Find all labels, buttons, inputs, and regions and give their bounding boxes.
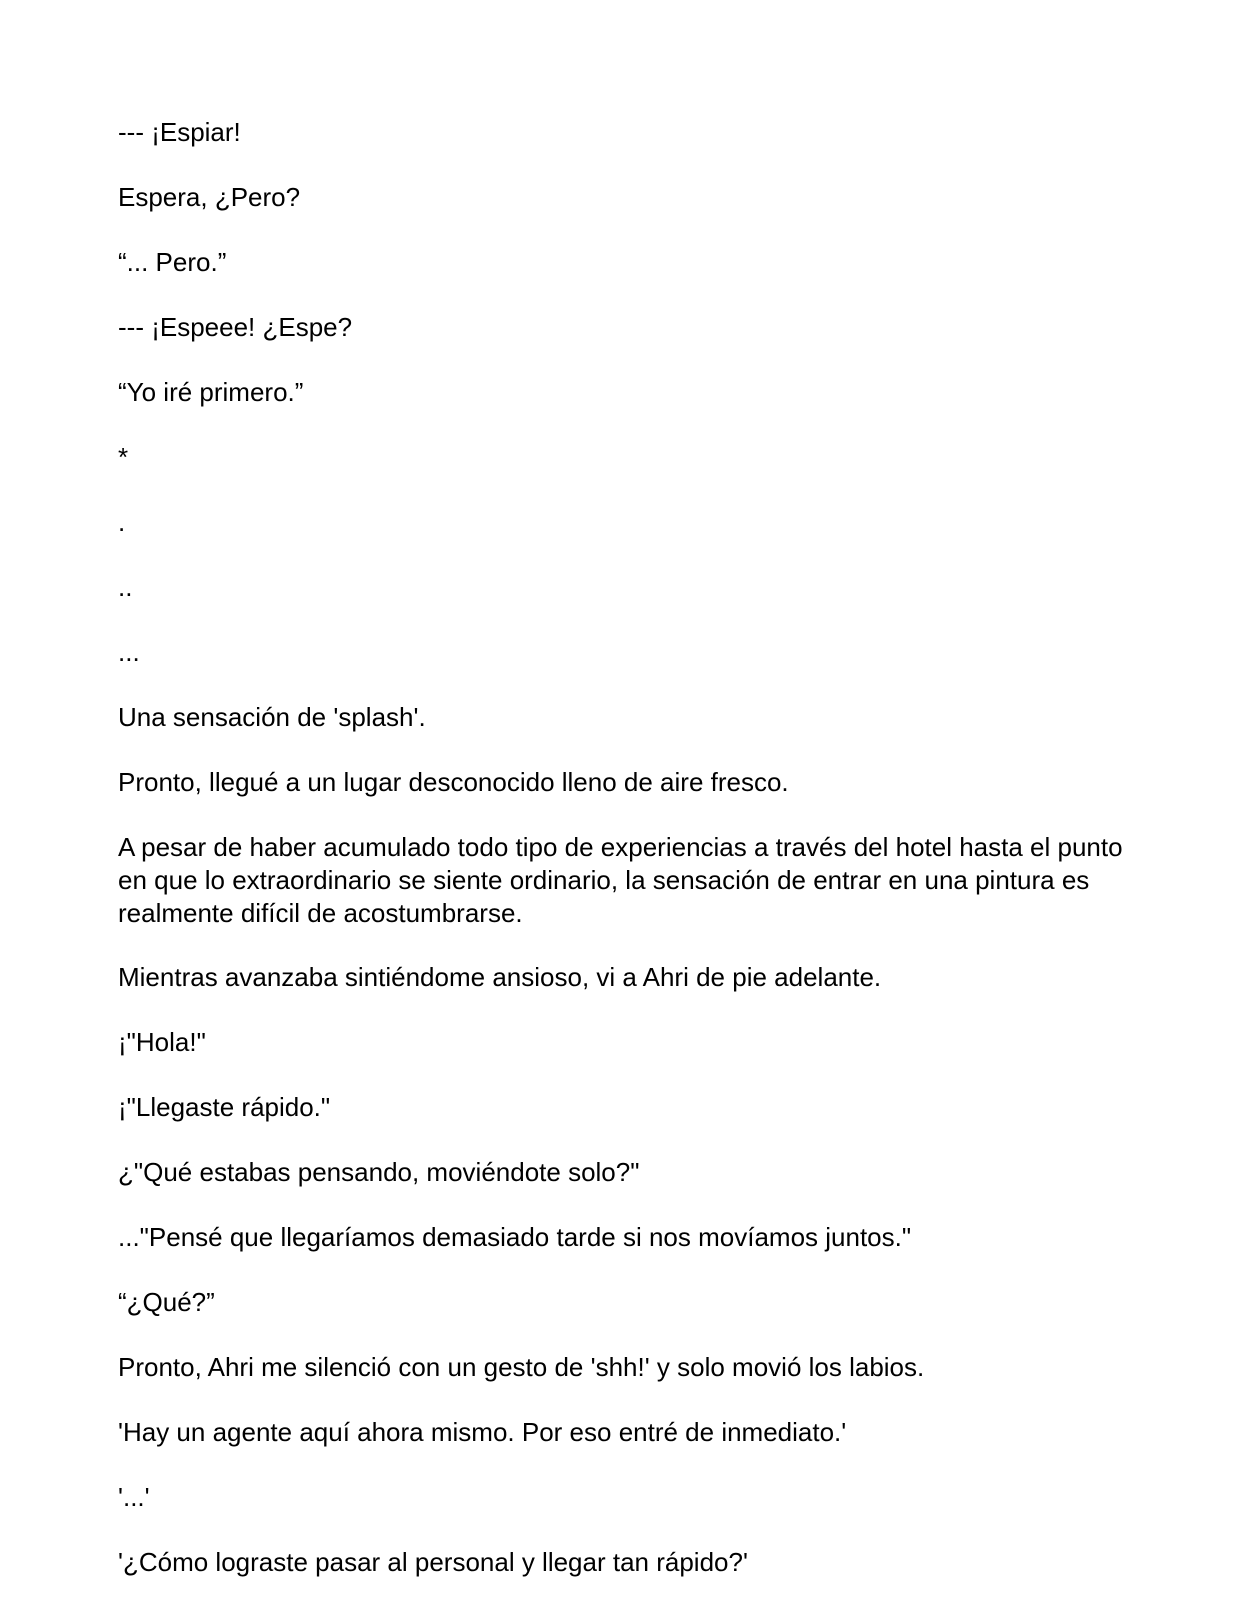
paragraph-3: “... Pero.” bbox=[118, 247, 227, 277]
paragraph-11: Pronto, llegué a un lugar desconocido lleno de aire fresco. bbox=[118, 767, 789, 797]
paragraph-15: ¡"Llegaste rápido." bbox=[118, 1092, 331, 1122]
paragraph-20: 'Hay un agente aquí ahora mismo. Por eso entré de inmediato.' bbox=[118, 1417, 847, 1447]
paragraph-16: ¿"Qué estabas pensando, moviéndote solo?" bbox=[118, 1157, 640, 1187]
scene-break-asterisk: * bbox=[118, 442, 129, 472]
paragraph-21: '...' bbox=[118, 1482, 150, 1512]
paragraph-2: Espera, ¿Pero? bbox=[118, 182, 301, 212]
paragraph-10: Una sensación de 'splash'. bbox=[118, 702, 426, 732]
paragraph-13: Mientras avanzaba sintiéndome ansioso, vi a Ahri de pie adelante. bbox=[118, 962, 882, 992]
paragraph-1: --- ¡Espiar! bbox=[118, 117, 241, 147]
paragraph-18: “¿Qué?” bbox=[118, 1287, 215, 1317]
paragraph-5: “Yo iré primero.” bbox=[118, 377, 304, 407]
paragraph-4: --- ¡Espeee! ¿Espe? bbox=[118, 312, 353, 342]
paragraph-17: ..."Pensé que llegaríamos demasiado tarde si nos movíamos juntos." bbox=[118, 1222, 912, 1252]
ellipsis-two-dots: .. bbox=[118, 572, 133, 602]
paragraph-12: A pesar de haber acumulado todo tipo de experiencias a través del hotel hasta el punto en que lo extraordinario se siente ordinario, la sensación de entrar en una pintura es realmente difícil de acostumbrarse. bbox=[118, 832, 1123, 928]
paragraph-22: '¿Cómo lograste pasar al personal y llegar tan rápido?' bbox=[118, 1547, 748, 1577]
ellipsis-one-dot: . bbox=[118, 507, 126, 537]
ellipsis-three-dots: ... bbox=[118, 637, 140, 667]
paragraph-14: ¡"Hola!" bbox=[118, 1027, 206, 1057]
paragraph-19: Pronto, Ahri me silenció con un gesto de 'shh!' y solo movió los labios. bbox=[118, 1352, 925, 1382]
